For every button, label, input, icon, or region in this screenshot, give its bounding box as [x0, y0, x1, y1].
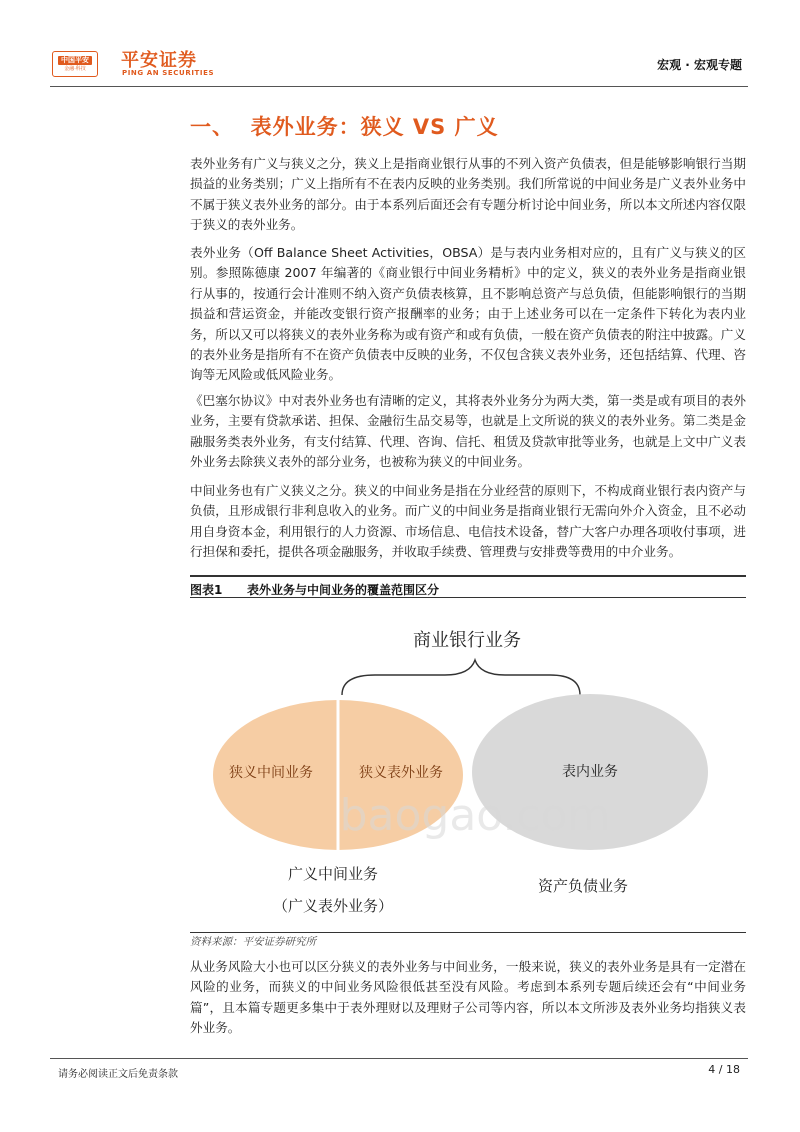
section-title: 一、 表外业务：狭义 VS 广义 [190, 115, 499, 139]
page-number: 4 / 18 [708, 1063, 740, 1076]
paragraph-1: 表外业务有广义与狭义之分，狭义上是指商业银行从事的不列入资产负债表，但是能够影响银行当期损益的业务类别；广义上指所有不在表内反映的业务类别。我们所常说的中间业务是广义表外业务中不属于狭义表外业务的部分。由于本系列后面还会有专题分析讨论中间业务，所以本文所述内容仅限于狭义的表外业务。 [190, 156, 746, 233]
diagram-top-label: 商业银行业务 [413, 630, 521, 651]
gray-ellipse-label: 表内业务 [562, 764, 618, 780]
paragraph-5: 从业务风险大小也可以区分狭义的表外业务与中间业务，一般来说，狭义的表外业务是具有一定潜在风险的业务，而狭义的中间业务风险很低甚至没有风险。考虑到本系列专题后续还会有“中间业务篇”，且本篇专题更多集中于表外理财以及理财子公司等内容，所以本文所涉及表外业务均指狭义表外业务。 [190, 959, 746, 1036]
left-half-label: 狭义中间业务 [229, 765, 313, 781]
footer-divider [50, 1058, 748, 1059]
watermark: baogao.com [339, 790, 611, 841]
coverage-diagram [190, 600, 746, 930]
disclaimer-note: 请务必阅读正文后免责条款 [58, 1069, 178, 1080]
figure-source: 资料来源：平安证券研究所 [190, 936, 316, 948]
brand-name: 平安证券 [121, 50, 197, 71]
paragraph-4: 中间业务也有广义狭义之分。狭义的中间业务是指在分业经营的原则下，不构成商业银行表内资产与负债，且形成银行非利息收入的业务。而广义的中间业务是指商业银行无需向外介入资金，且不必动用自身资本金，利用银行的人力资源、市场信息、电信技术设备，替广大客户办理各项收付事项，进行担保和委托，提供各项金融服务，并收取手续费、管理费与安排费等费用的中介业务。 [190, 483, 746, 560]
under-right-label: 资产负债业务 [537, 877, 629, 895]
paragraph-2: 表外业务（Off Balance Sheet Activities，OBSA）是与表内业务相对应的，且有广义与狭义的区别。参照陈德康 2007 年编著的《商业银行中间业务精析》中的定义，狭义的表外业务是指商业银行从事的，按通行会计准则不纳入资产负债表核算，且不影响总资产与总负债，但能影响银行的当期损益和营运资金，并能改变银行资产报酬率的业务；由于上述业务可以在一定条件下转化为表内业务，所以又可以将狭义的表外业务称为或有资产和或有负债，一般在资产负债表的附注中披露。广义的表外业务是指所有不在资产负债表中反映的业务，不仅包含狭义表外业务，还包括结算、代理、咨询等无风险或低风险业务。 [190, 245, 746, 383]
figure-rule-mid [190, 597, 746, 598]
figure-label: 图表1 [190, 583, 223, 597]
logo-sub-text: 金融·科技 [64, 65, 86, 72]
brand-name-en: PING AN SECURITIES [122, 69, 215, 77]
figure-rule-bottom [190, 932, 746, 933]
figure-title: 表外业务与中间业务的覆盖范围区分 [247, 583, 440, 597]
report-section: 宏观 · 宏观专题 [657, 58, 742, 72]
under-left-label-2: （广义表外业务） [272, 897, 394, 915]
paragraph-3: 《巴塞尔协议》中对表外业务也有清晰的定义，其将表外业务分为两大类，第一类是或有项目的表外业务，主要有贷款承诺、担保、金融衍生品交易等，也就是上文所说的狭义的表外业务。第二类是金融服务类表外业务，有支付结算、代理、咨询、信托、租赁及贷款审批等业务，也就是上文中广义表外业务去除狭义表外的部分业务，也被称为狭义的中间业务。 [190, 393, 746, 470]
right-half-label: 狭义表外业务 [359, 765, 443, 781]
header-divider [50, 86, 748, 87]
brace-icon [342, 660, 580, 695]
logo-top-text: 中国平安 [58, 56, 92, 65]
china-pingan-logo [52, 51, 98, 77]
figure-rule-top [190, 575, 746, 577]
under-left-label-1: 广义中间业务 [287, 865, 379, 883]
